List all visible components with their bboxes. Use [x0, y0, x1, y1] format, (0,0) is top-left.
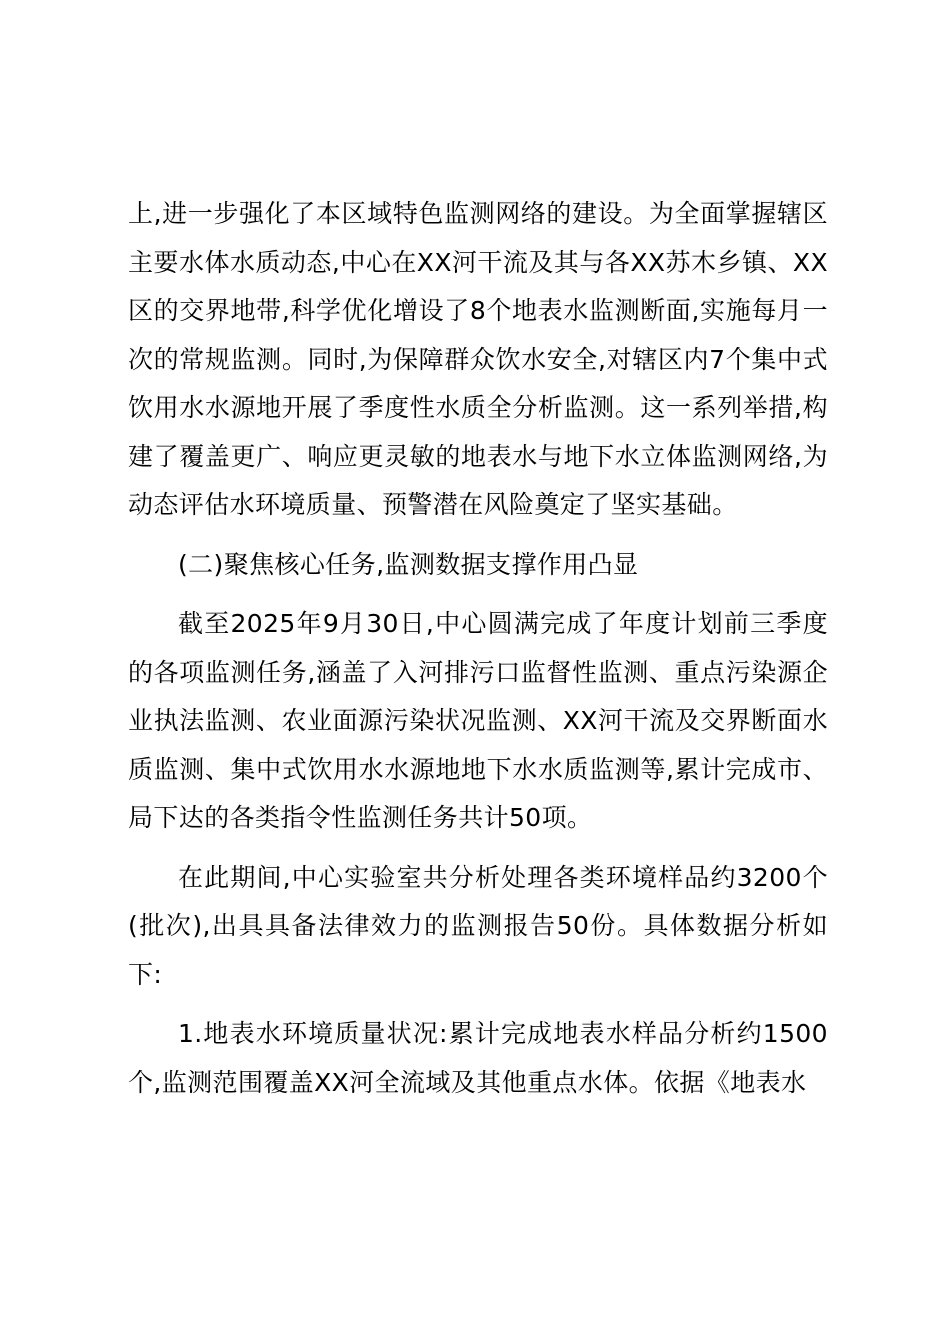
paragraph-network-construction: 上,进一步强化了本区域特色监测网络的建设。为全面掌握辖区主要水体水质动态,中心在XX河干流及其与各XX苏木乡镇、XX区的交界地带,科学优化增设了8个地表水监测断面,实施每月一次的常规监测。同时,为保障群众饮水安全,对辖区内7个集中式饮用水水源地开展了季度性水质全分析监测。这一系列举措,构建了覆盖更广、响应更灵敏的地表水与地下水立体监测网络,为动态评估水环境质量、预警潜在风险奠定了坚实基础。	[128, 199, 828, 519]
section-heading-core-tasks: (二)聚焦核心任务,监测数据支撑作用凸显	[178, 549, 639, 579]
document-body	[128, 190, 828, 1118]
paragraph-surface-water-quality: 1.地表水环境质量状况:累计完成地表水样品分析约1500个,监测范围覆盖XX河全流域及其他重点水体。依据《地表水	[128, 1019, 828, 1097]
paragraph-sample-analysis: 在此期间,中心实验室共分析处理各类环境样品约3200个(批次),出具具备法律效力的监测报告50份。具体数据分析如下:	[128, 862, 828, 989]
paragraph-task-completion: 截至2025年9月30日,中心圆满完成了年度计划前三季度的各项监测任务,涵盖了入河排污口监督性监测、重点污染源企业执法监测、农业面源污染状况监测、XX河干流及交界断面水质监测、集中式饮用水水源地地下水水质监测等,累计完成市、局下达的各类指令性监测任务共计50项。	[128, 609, 828, 832]
